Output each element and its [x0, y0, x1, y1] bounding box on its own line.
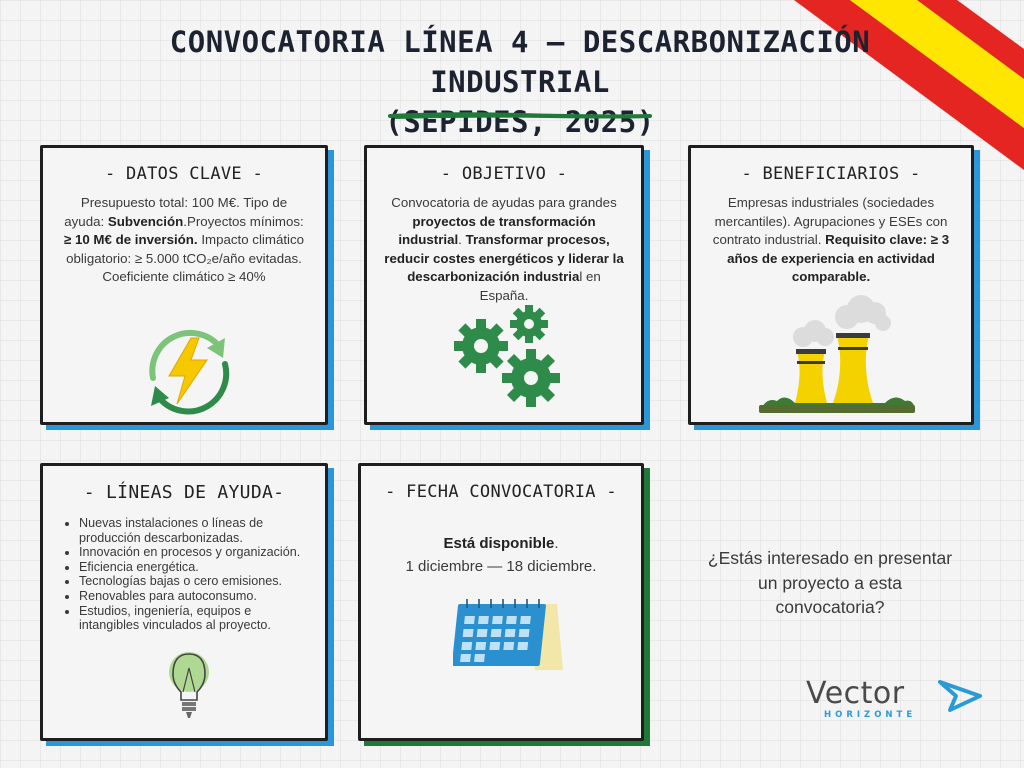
linea-item: • Innovación en procesos y organización. [79, 545, 311, 560]
linea-item: • Renovables para autoconsumo. [79, 589, 311, 604]
objetivo-text-2: . [458, 232, 466, 248]
logo-play-icon [936, 678, 984, 714]
objetivo-bold-1: proyectos de transformación industrial [398, 213, 596, 248]
card-title-beneficiarios: - BENEFICIARIOS - [741, 164, 921, 184]
datos-text-1: Presupuesto total: 100 M€. Tipo de ayuda: [64, 195, 288, 229]
card-beneficiarios [688, 145, 974, 425]
logo-name: Vector [806, 676, 905, 711]
datos-clave-text [61, 194, 307, 287]
card-datos-clave [40, 145, 328, 425]
lightbulb-leaf-icon [159, 646, 219, 726]
page-title [100, 22, 940, 142]
card-frame [40, 463, 328, 741]
card-title-lineas: - LÍNEAS DE AYUDA- [83, 482, 285, 503]
gears-icon [447, 300, 567, 412]
beneficiarios-text [709, 194, 953, 287]
title-line-2: (SEPIDES, 2025) [385, 105, 655, 139]
linea-item: • Estudios, ingeniería, equipos e intangibles vinculados al proyecto. [79, 604, 311, 633]
factory-cooling-towers-icon [755, 293, 919, 421]
fecha-status-suffix: . [554, 535, 559, 552]
calendar-icon [453, 596, 565, 676]
logo-subtitle: HORIZONTE [824, 710, 917, 720]
card-title-objetivo: - OBJETIVO - [440, 164, 568, 184]
fecha-range: 1 diciembre — 18 diciembre. [405, 558, 597, 575]
card-frame [40, 145, 328, 425]
objetivo-bold-2: Transformar procesos, reducir costes energéticos y liderar la descarbonización industria [384, 232, 624, 285]
fecha-text [379, 532, 623, 578]
title-underline [388, 111, 652, 121]
objetivo-text-3: l en España. [479, 269, 601, 303]
cta-question: ¿Estás interesado en presentar un proyecto a esta convocatoria? [707, 548, 953, 617]
fecha-status: Está disponible [443, 535, 555, 552]
lineas-list [79, 516, 311, 633]
linea-item: • Tecnologías bajas o cero emisiones. [79, 574, 311, 589]
card-frame [364, 145, 644, 425]
card-lineas-de-ayuda [40, 463, 328, 741]
beneficiarios-text-1: Empresas industriales (sociedades mercantiles). Agrupaciones y ESEs con contrato industrial. [712, 195, 948, 248]
linea-item: • Nuevas instalaciones o líneas de producción descarbonizadas. [79, 516, 311, 545]
lightning-cycle-icon [133, 320, 243, 420]
datos-bold-2: ≥ 10 M€ de inversión. [63, 232, 198, 248]
card-objetivo [364, 145, 644, 425]
card-title-datos-clave: - DATOS CLAVE - [104, 164, 264, 184]
title-line-1: CONVOCATORIA LÍNEA 4 – DESCARBONIZACIÓN INDUSTRIAL [169, 25, 871, 99]
card-title-fecha: - FECHA CONVOCATORIA - [385, 482, 617, 502]
card-fecha-convocatoria [358, 463, 644, 741]
objetivo-text-1: Convocatoria de ayudas para grandes [391, 195, 617, 210]
linea-item: • Eficiencia energética. [79, 560, 311, 575]
card-frame [688, 145, 974, 425]
datos-text-2: .Proyectos mínimos: [183, 213, 304, 229]
beneficiarios-bold-1: Requisito clave: ≥ 3 años de experiencia en actividad comparable. [727, 232, 950, 285]
vector-horizonte-logo [806, 676, 986, 724]
datos-text-3: Impacto climático obligatorio: ≥ 5.000 tCO₂e/año evitadas. Coeficiente climático ≥ 40% [66, 232, 305, 285]
card-frame [358, 463, 644, 741]
objetivo-text [381, 194, 627, 306]
datos-bold-1: Subvención [107, 213, 184, 229]
